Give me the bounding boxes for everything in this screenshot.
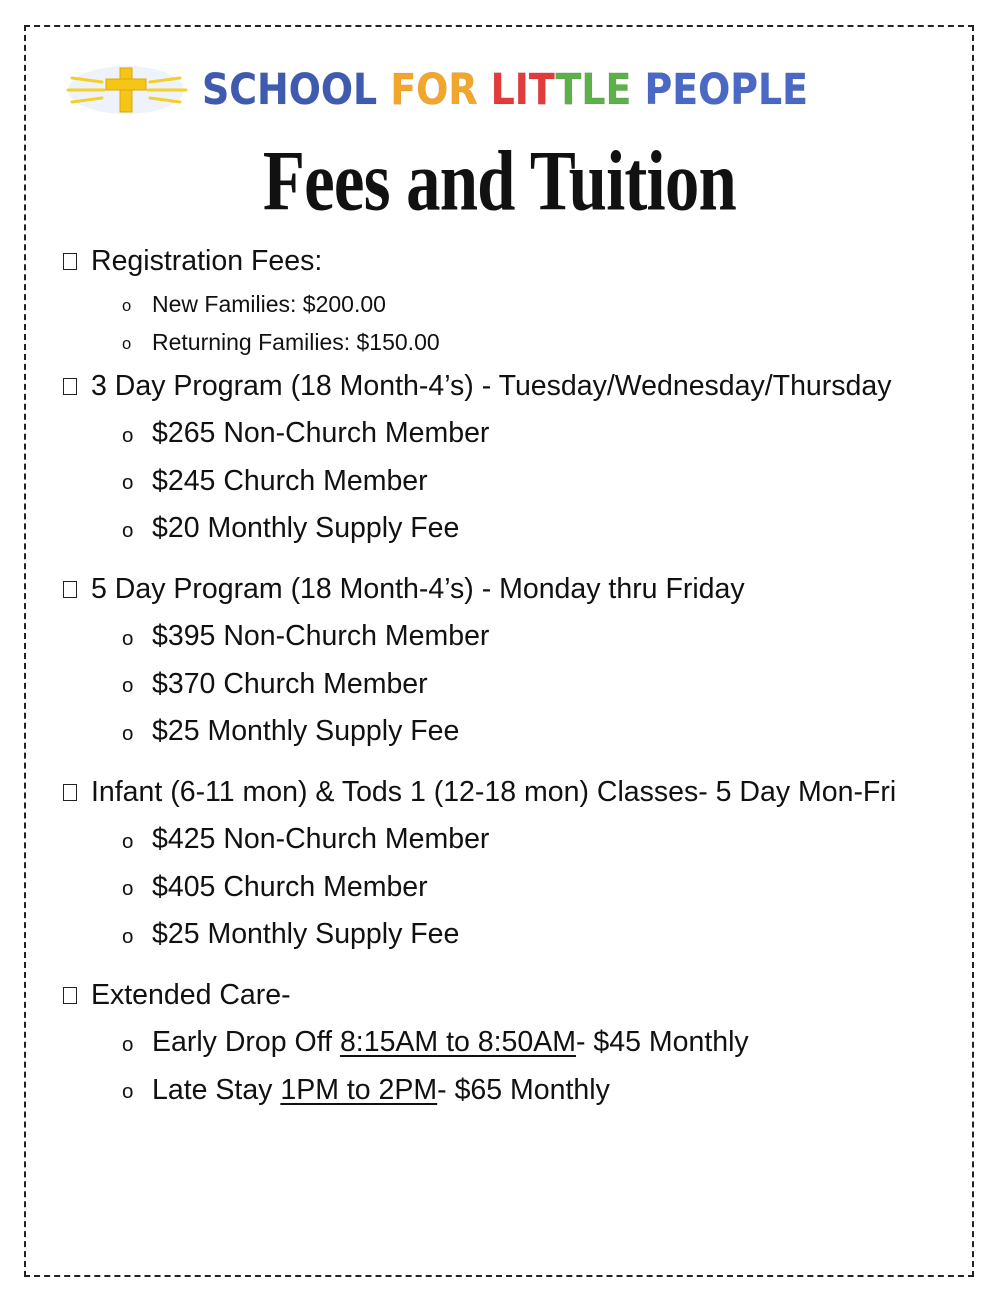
school-logo xyxy=(66,62,891,118)
early-prefix: Early Drop Off xyxy=(152,1026,340,1059)
list-item xyxy=(122,323,440,361)
registration-section xyxy=(62,241,440,361)
checkbox-icon xyxy=(63,581,77,598)
infant-section xyxy=(62,772,896,959)
list-item xyxy=(122,505,891,553)
three-day-heading-text: 3 Day Program (18 Month-4’s) - Tuesday/Wednesday/Thursday xyxy=(91,370,892,402)
early-time: 8:15AM to 8:50AM xyxy=(339,1026,576,1059)
late-time: 1PM to 2PM xyxy=(280,1073,438,1106)
three-day-section xyxy=(62,366,891,553)
bullet-icon: o xyxy=(122,423,134,447)
school-word-4: TLE xyxy=(555,65,632,115)
list-item xyxy=(122,285,440,323)
school-name xyxy=(202,65,808,115)
registration-heading-text: Registration Fees: xyxy=(91,245,323,277)
bullet-icon: o xyxy=(122,334,132,353)
bullet-icon: o xyxy=(122,626,134,650)
school-word-5: PEOPLE xyxy=(644,65,808,115)
bullet-icon: o xyxy=(122,471,134,495)
school-word-2: FOR xyxy=(390,65,478,115)
bullet-icon: o xyxy=(122,518,134,542)
infant-heading-text: Infant (6-11 mon) & Tods 1 (12-18 mon) Classes- 5 Day Mon-Fri xyxy=(91,776,897,808)
checkbox-icon xyxy=(63,784,77,801)
list-item-early-drop-off xyxy=(122,1019,749,1067)
list-item-text: $20 Monthly Supply Fee xyxy=(152,512,460,545)
list-item-text: $265 Non-Church Member xyxy=(152,417,490,450)
registration-heading xyxy=(62,241,440,281)
five-day-heading-text: 5 Day Program (18 Month-4’s) - Monday thru Friday xyxy=(91,573,745,605)
checkbox-icon xyxy=(63,378,77,395)
list-item-text: $25 Monthly Supply Fee xyxy=(152,918,460,951)
late-suffix: - $65 Monthly xyxy=(437,1073,610,1106)
list-item xyxy=(122,816,896,864)
bullet-icon: o xyxy=(122,877,134,901)
list-item xyxy=(122,708,745,756)
extended-heading xyxy=(62,975,749,1015)
list-item xyxy=(122,911,896,959)
early-suffix: - $45 Monthly xyxy=(576,1026,749,1059)
late-prefix: Late Stay xyxy=(152,1073,281,1106)
page-title: Fees and Tuition xyxy=(262,134,736,229)
list-item-text: $395 Non-Church Member xyxy=(152,620,490,653)
checkbox-icon xyxy=(63,987,77,1004)
list-item-text: $425 Non-Church Member xyxy=(152,823,490,856)
bullet-icon: o xyxy=(122,829,134,853)
bullet-icon: o xyxy=(122,674,134,698)
list-item-late-stay xyxy=(122,1067,749,1115)
five-day-section xyxy=(62,569,745,756)
list-item xyxy=(122,613,745,661)
cross-sunburst-icon xyxy=(66,62,190,118)
list-item xyxy=(122,864,896,912)
bullet-icon: o xyxy=(122,296,132,315)
three-day-heading xyxy=(62,366,891,406)
list-item xyxy=(122,661,745,709)
list-item-text: $245 Church Member xyxy=(152,464,428,497)
school-word-1: SCHOOL xyxy=(202,65,378,115)
list-item-text: Returning Families: $150.00 xyxy=(152,328,440,355)
list-item-text: $25 Monthly Supply Fee xyxy=(152,715,460,748)
school-word-3: LIT xyxy=(490,65,556,115)
extended-heading-text: Extended Care- xyxy=(91,979,291,1011)
list-item-text: $370 Church Member xyxy=(152,667,428,700)
extended-care-section xyxy=(62,975,749,1114)
bullet-icon: o xyxy=(122,924,134,948)
list-item xyxy=(122,458,891,506)
five-day-heading xyxy=(62,569,745,609)
infant-heading xyxy=(62,772,896,812)
checkbox-icon xyxy=(63,253,77,270)
bullet-icon: o xyxy=(122,721,134,745)
bullet-icon: o xyxy=(122,1032,134,1056)
list-item-text: $405 Church Member xyxy=(152,870,428,903)
list-item-text: New Families: $200.00 xyxy=(152,290,386,317)
list-item xyxy=(122,410,891,458)
bullet-icon: o xyxy=(122,1080,134,1104)
